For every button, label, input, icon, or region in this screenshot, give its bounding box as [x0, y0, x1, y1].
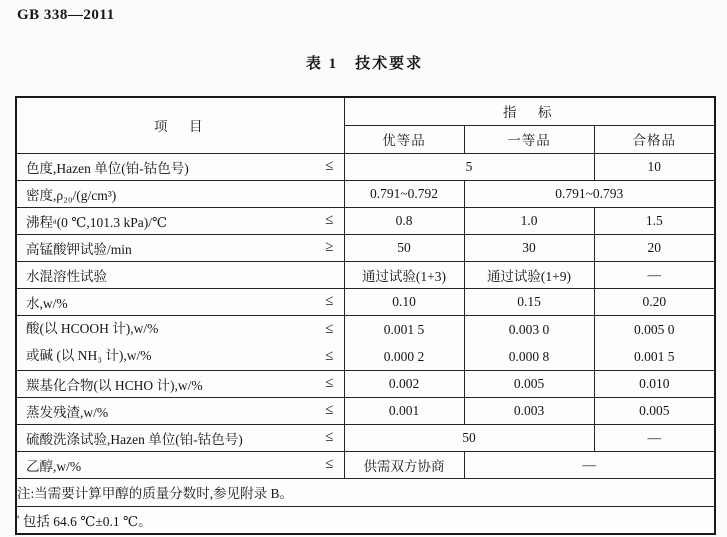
value-cell: —	[594, 261, 715, 288]
row-item-label: 密度,ρ₂₀/(g/cm³)	[26, 187, 117, 203]
row-item-label: 乙醇,w/%	[26, 458, 82, 474]
value-cell: 0.000 8	[508, 348, 550, 364]
row-item-label: 高锰酸钾试验/min	[26, 241, 132, 257]
grade-header-premium: 优等品	[344, 125, 464, 153]
row-item-label: 蒸发残渣,w/%	[26, 404, 109, 420]
table-row	[16, 397, 715, 424]
value-cell: 0.010	[594, 370, 715, 397]
value-cell: 0.001	[344, 397, 464, 424]
less-equal-symbol: ≤	[325, 212, 334, 228]
row-item-label: 羰基化合物(以 HCHO 计),w/%	[26, 377, 203, 393]
grade-header-first: 一等品	[464, 125, 594, 153]
value-cell: 通过试验(1+9)	[464, 261, 594, 288]
value-cell: —	[594, 424, 715, 451]
table-row	[16, 424, 715, 451]
row-item-label: 或碱 (以 NH₃ 计),w/%	[26, 348, 152, 363]
value-cell: 30	[464, 234, 594, 261]
value-cell: 0.003	[464, 397, 594, 424]
row-item-label: 水混溶性试验	[26, 268, 107, 284]
less-equal-symbol: ≤	[325, 456, 334, 472]
value-cell: 1.0	[464, 207, 594, 234]
value-cell: 0.005	[594, 397, 715, 424]
table-row	[16, 180, 715, 207]
table-row	[16, 234, 715, 261]
table-row	[16, 370, 715, 397]
value-cell: 0.8	[344, 207, 464, 234]
table-row	[16, 288, 715, 315]
value-cell: 0.000 2	[383, 348, 425, 364]
value-cell: 50	[344, 424, 594, 451]
standard-number: GB 338—2011	[17, 7, 115, 23]
value-cell: 0.002	[344, 370, 464, 397]
less-equal-symbol: ≤	[325, 347, 334, 364]
table-row	[16, 207, 715, 234]
technical-requirements-table	[15, 96, 716, 535]
index-column-header: 指 标	[344, 97, 715, 125]
value-cell: 50	[344, 234, 464, 261]
row-item-label: 沸程ᵃ(0 ℃,101.3 kPa)/℃	[26, 214, 168, 230]
less-equal-symbol: ≤	[325, 320, 334, 337]
less-equal-symbol: ≤	[325, 293, 334, 309]
value-cell: 0.791~0.793	[464, 180, 715, 207]
grade-header-qualified: 合格品	[594, 125, 715, 153]
greater-equal-symbol: ≥	[325, 239, 334, 255]
row-item-label: 酸(以 HCOOH 计),w/%	[26, 321, 159, 336]
value-cell: 0.10	[344, 288, 464, 315]
value-cell: —	[464, 451, 715, 478]
footnote-marker: ᵃ	[17, 512, 20, 523]
row-item-label: 色度,Hazen 单位(铂-钴色号)	[26, 160, 189, 176]
table-row	[16, 315, 715, 370]
value-cell: 1.5	[594, 207, 715, 234]
table-header-row-1	[16, 97, 715, 125]
item-column-header: 项 目	[16, 97, 344, 153]
table-row	[16, 261, 715, 288]
row-item-label: 水,w/%	[26, 295, 68, 311]
table-row	[16, 153, 715, 180]
row-item-label: 硫酸洗涤试验,Hazen 单位(铂-钴色号)	[26, 431, 243, 447]
table-footnote-row	[16, 506, 715, 534]
less-equal-symbol: ≤	[325, 429, 334, 445]
value-cell: 0.005 0	[634, 321, 675, 337]
less-equal-symbol: ≤	[325, 402, 334, 418]
value-cell: 0.20	[594, 288, 715, 315]
table-note-row	[16, 478, 715, 506]
table-caption: 表 1 技术要求	[305, 56, 424, 72]
table-note: 注:当需要计算甲醇的质量分数时,参见附录 B。	[16, 478, 715, 506]
value-cell: 5	[344, 153, 594, 180]
value-cell: 0.15	[464, 288, 594, 315]
footnote-text: 包括 64.6 ℃±0.1 ℃。	[22, 513, 152, 529]
value-cell: 通过试验(1+3)	[344, 261, 464, 288]
value-cell: 0.003 0	[508, 321, 550, 337]
less-equal-symbol: ≤	[325, 158, 334, 174]
table-row	[16, 451, 715, 478]
value-cell: 0.005	[464, 370, 594, 397]
value-cell: 0.001 5	[383, 321, 425, 337]
value-cell: 0.001 5	[634, 348, 675, 364]
value-cell: 10	[594, 153, 715, 180]
value-cell: 供需双方协商	[344, 451, 464, 478]
less-equal-symbol: ≤	[325, 375, 334, 391]
value-cell: 0.791~0.792	[344, 180, 464, 207]
value-cell: 20	[594, 234, 715, 261]
